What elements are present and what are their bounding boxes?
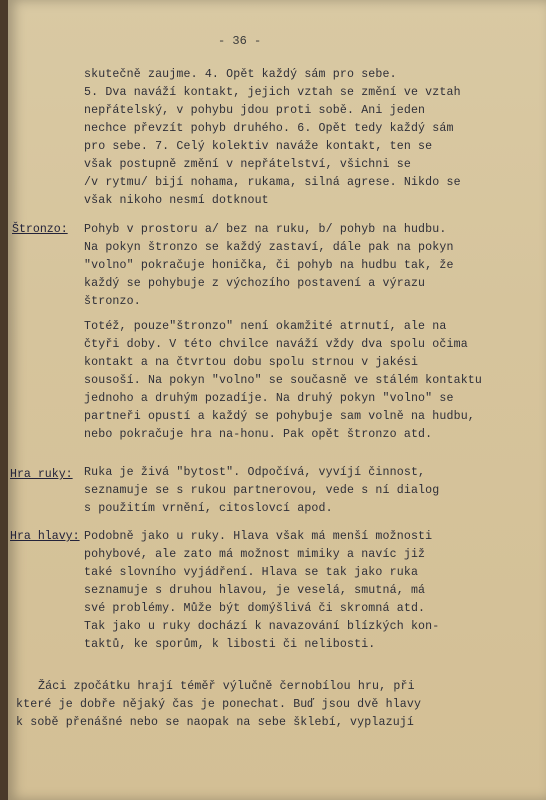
text-line: Žáci zpočátku hrají téměř výlučně černobílou hru, při bbox=[38, 680, 415, 693]
text-line: seznamuje se s rukou partnerovou, vede s ní dialog bbox=[84, 484, 440, 497]
text-line: Ruka je živá "bytost". Odpočívá, vyvíjí činnost, bbox=[84, 466, 426, 479]
text-line: sousoší. Na pokyn "volno" se současně ve stálém kontaktu bbox=[84, 374, 483, 387]
text-line: čtyři doby. V této chvilce naváží vždy dva spolu očima bbox=[84, 338, 468, 351]
section-label-stronzo: Štronzo: bbox=[12, 223, 68, 236]
text-line: své problémy. Může být domýšlivá či skromná atd. bbox=[84, 602, 426, 615]
text-line: nechce převzít pohyb druhého. 6. Opět tedy každý sám bbox=[84, 122, 454, 135]
text-line: skutečně zaujme. 4. Opět každý sám pro sebe. bbox=[84, 68, 397, 81]
document-page bbox=[8, 0, 546, 800]
text-line: Tak jako u ruky dochází k navazování blízkých kon- bbox=[84, 620, 440, 633]
text-line: nepřátelský, v pohybu jdou proti sobě. Ani jeden bbox=[84, 104, 426, 117]
text-line: /v rytmu/ bijí nohama, rukama, silná agrese. Nikdo se bbox=[84, 176, 461, 189]
text-line: partneři opustí a každý se pohybuje sam volně na hudbu, bbox=[84, 410, 475, 423]
text-line: kontakt a na čtvrtou dobu spolu strnou v jakési bbox=[84, 356, 419, 369]
text-line: Podobně jako u ruky. Hlava však má menší možnosti bbox=[84, 530, 433, 543]
text-line: nebo pokračuje hra na-honu. Pak opět štronzo atd. bbox=[84, 428, 433, 441]
text-line: každý se pohybuje z výchozího postavení a výrazu bbox=[84, 277, 426, 290]
text-line: seznamuje s druhou hlavou, je veselá, smutná, má bbox=[84, 584, 426, 597]
text-line: taktů, ke sporům, k libosti či nelibosti. bbox=[84, 638, 376, 651]
text-line: které je dobře nějaký čas je ponechat. Buď jsou dvě hlavy bbox=[16, 698, 422, 711]
text-line: 5. Dva naváží kontakt, jejich vztah se změní ve vztah bbox=[84, 86, 461, 99]
page-number: - 36 - bbox=[218, 34, 262, 48]
text-line: také slovního vyjádření. Hlava se tak jako ruka bbox=[84, 566, 419, 579]
text-line: jednoho a druhým pozadíje. Na druhý pokyn "volno" se bbox=[84, 392, 454, 405]
text-line: s použitím vrnění, citoslovcí apod. bbox=[84, 502, 333, 515]
text-line: Totéž, pouze"štronzo" není okamžité atrnutí, ale na bbox=[84, 320, 447, 333]
section-label-hra-ruky: Hra ruky: bbox=[10, 468, 73, 481]
text-line: Na pokyn štronzo se každý zastaví, dále pak na pokyn bbox=[84, 241, 454, 254]
text-line: Pohyb v prostoru a/ bez na ruku, b/ pohyb na hudbu. bbox=[84, 223, 447, 236]
text-line: štronzo. bbox=[84, 295, 141, 308]
text-line: "volno" pokračuje honička, či pohyb na hudbu tak, že bbox=[84, 259, 454, 272]
text-line: k sobě přenášné nebo se naopak na sebe šklebí, vyplazují bbox=[16, 716, 415, 729]
text-line: pro sebe. 7. Celý kolektiv naváže kontakt, ten se bbox=[84, 140, 433, 153]
text-line: však nikoho nesmí dotknout bbox=[84, 194, 269, 207]
text-line: pohybové, ale zato má možnost mimiky a navíc již bbox=[84, 548, 426, 561]
text-line: však postupně změní v nepřátelství, všichni se bbox=[84, 158, 411, 171]
section-label-hra-hlavy: Hra hlavy: bbox=[10, 530, 80, 543]
